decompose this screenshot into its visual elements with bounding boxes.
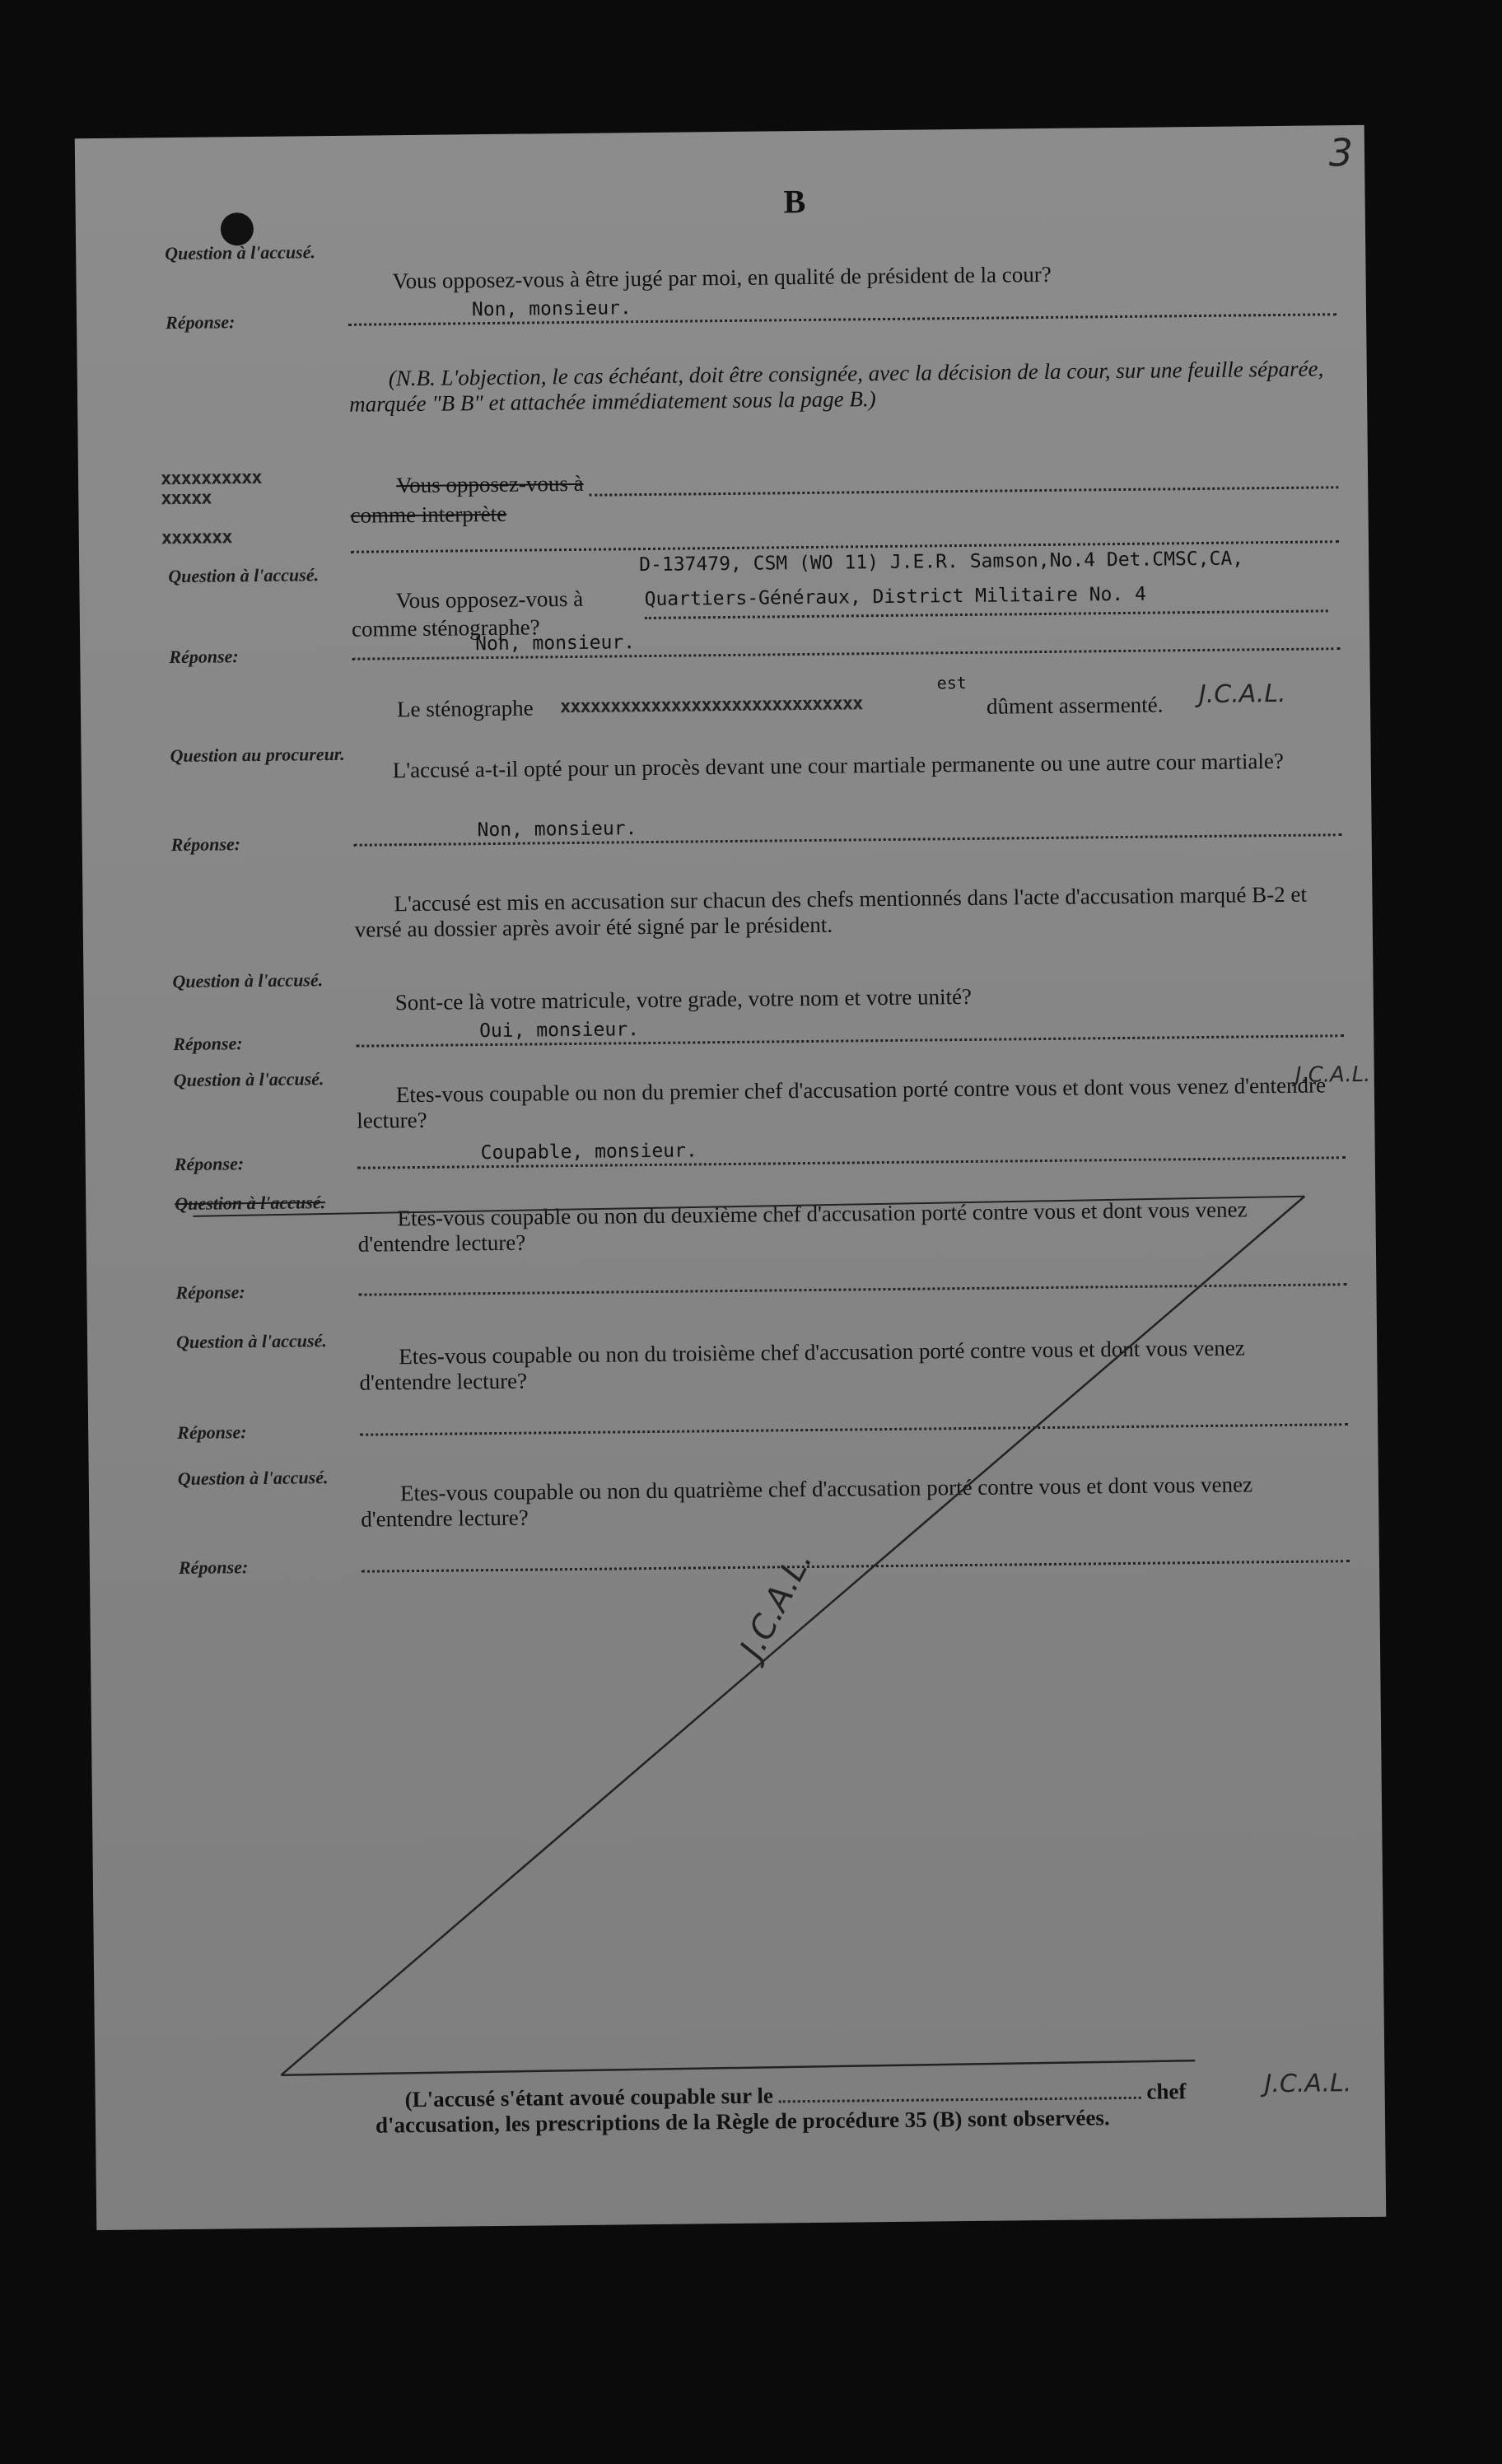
struck-label-question: xxxxxxxxxx [160, 467, 262, 490]
label-reponse-7: Réponse: [177, 1421, 247, 1444]
answer-president: Non, monsieur. [471, 297, 632, 321]
answer-identity: Oui, monsieur. [478, 1019, 640, 1043]
answer-first-charge: Coupable, monsieur. [480, 1140, 697, 1164]
label-question-accuse-4: Question à l'accusé. [173, 1068, 324, 1091]
question-first-charge: Etes-vous coupable ou non du premier chef d'accusation porté contre vous et dont vous venez d'entendre lecture? [357, 1072, 1327, 1133]
page-number: 3 [1328, 130, 1354, 175]
footer-blank-line [779, 2082, 1141, 2103]
page-letter: B [783, 182, 806, 221]
initials-footer: J.C.A.L. [1264, 2069, 1352, 2099]
label-reponse-5: Réponse: [174, 1153, 245, 1175]
struck-label-accuse: xxxxx [161, 488, 212, 510]
struck-question-interprete: Vous opposez-vous à [396, 470, 584, 498]
answer-procureur: Non, monsieur. [477, 818, 637, 842]
question-steno-start: Vous opposez-vous à [395, 586, 584, 614]
label-question-procureur: Question au procureur. [170, 743, 345, 767]
answer-steno: Non, monsieur. [475, 632, 636, 656]
accusation-paragraph: L'accusé est mis en accusation sur chacun des chefs mentionnés dans l'acte d'accusation marqué B-2 et versé au dossier après avoir été signé par le président. [354, 881, 1308, 942]
typed-stenographer-id: D-137479, CSM (WO 11) J.E.R. Samson,No.4 Det.CMSC,CA, [639, 548, 1244, 576]
document-page [75, 125, 1387, 2230]
label-reponse-6: Réponse: [175, 1281, 245, 1304]
struck-comme-interprete: comme interprète [350, 501, 507, 528]
label-question-accuse-3: Question à l'accusé. [172, 969, 324, 992]
question-steno-end: comme sténographe? [351, 614, 540, 642]
note-objection: (N.B. L'objection, le cas échéant, doit être consignée, avec la décision de la cour, sur une feuille séparée, marquée "B B" et attachée immédiatement sous la page B.) [348, 356, 1324, 417]
question-president: Vous opposez-vous à être jugé par moi, en qualité de président de la cour? [392, 261, 1052, 294]
struck-label-reponse: xxxxxxx [161, 527, 232, 549]
label-reponse-8: Réponse: [178, 1556, 249, 1579]
sworn-inserted: est [936, 672, 967, 693]
label-question-accuse-6: Question à l'accusé. [175, 1330, 327, 1353]
initials-first-charge: J.C.A.L. [1294, 1062, 1371, 1088]
question-fourth-charge: Etes-vous coupable ou non du quatrième chef d'accusation porté contre vous et dont vous venez d'entendre lecture? [361, 1472, 1253, 1532]
question-second-charge: Etes-vous coupable ou non du deuxième chef d'accusation porté contre vous et dont vous venez d'entendre lecture? [357, 1197, 1248, 1257]
footer-part-2: chef d'accusation, les prescriptions de la Règle de procédure 35 (B) sont observées. [375, 2079, 1187, 2138]
label-question-accuse-2: Question à l'accusé. [168, 564, 320, 587]
label-reponse: Réponse: [165, 311, 236, 334]
label-question-accuse: Question à l'accusé. [165, 241, 316, 264]
label-reponse-4: Réponse: [173, 1033, 243, 1055]
question-procureur: L'accusé a-t-il opté pour un procès devant une cour martiale permanente ou une autre cour martiale? [392, 748, 1285, 783]
label-question-accuse-5: Question à l'accusé. [175, 1192, 326, 1215]
label-reponse-2: Réponse: [169, 646, 239, 668]
footer-guilty-plea [376, 2078, 1307, 2139]
initials-sworn: J.C.A.L. [1198, 679, 1286, 710]
question-third-charge: Etes-vous coupable ou non du troisième chef d'accusation porté contre vous et dont vous venez d'entendre lecture? [359, 1335, 1245, 1395]
sworn-start: Le sténographe [396, 695, 534, 722]
sworn-end: dûment assermenté. [986, 692, 1164, 719]
footer-part-1: (L'accusé s'étant avoué coupable sur le [404, 2083, 774, 2112]
label-reponse-3: Réponse: [170, 833, 241, 856]
label-question-accuse-7: Question à l'accusé. [177, 1467, 329, 1490]
sworn-crossed-text: xxxxxxxxxxxxxxxxxxxxxxxxxxxxxx [559, 693, 863, 718]
question-identity: Sont-ce là votre matricule, votre grade, votre nom et votre unité? [394, 983, 973, 1015]
typed-stenographer-place: Quartiers-Généraux, District Militaire No. 4 [644, 583, 1147, 611]
cancellation-strike [75, 125, 1387, 2230]
initials-cancellation: J.C.A.L. [732, 1543, 820, 1665]
